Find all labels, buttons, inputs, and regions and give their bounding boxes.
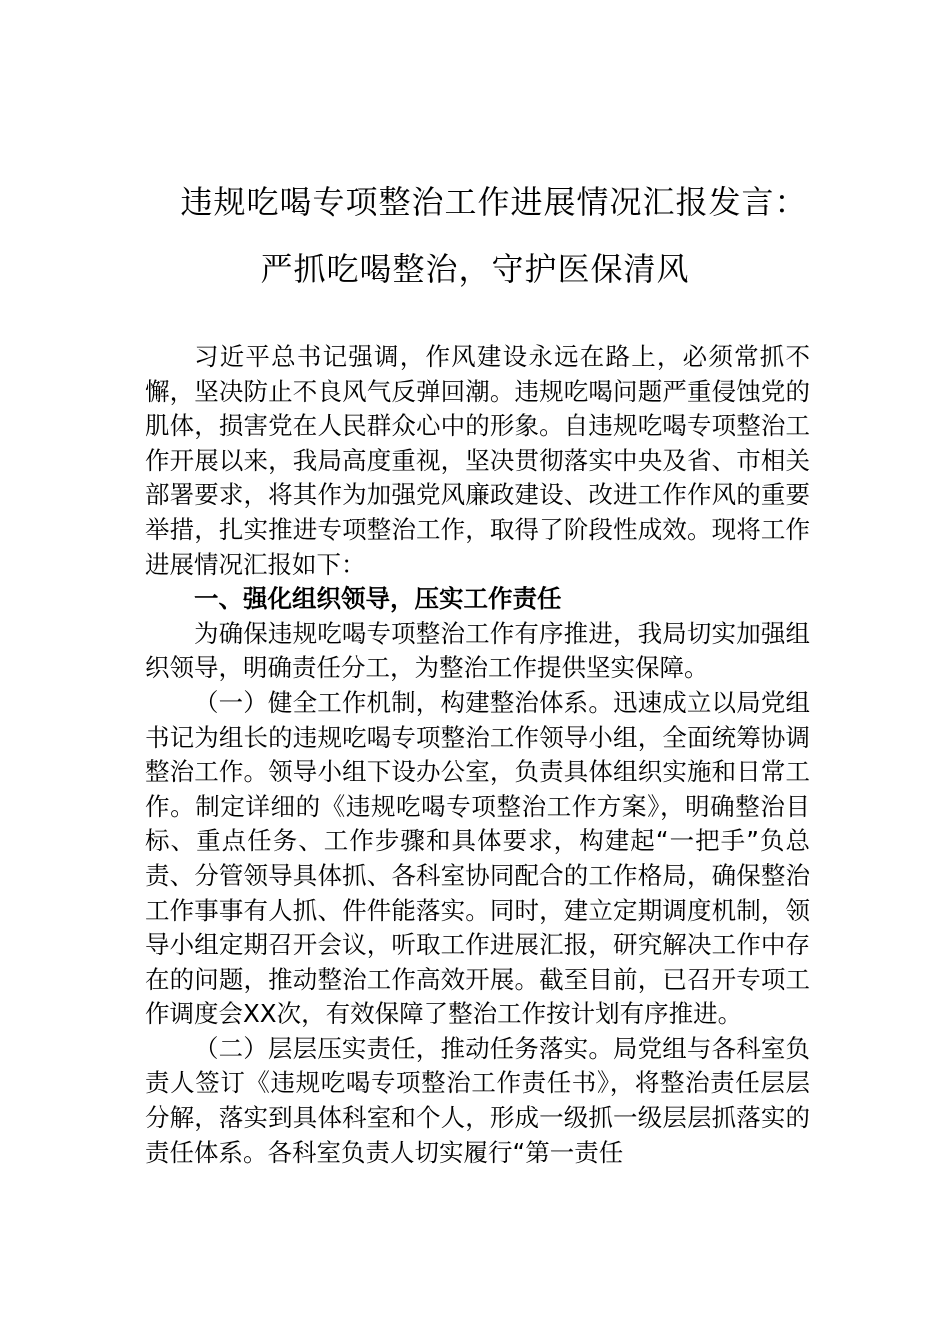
- document-title-line-2: 严抓吃喝整治，守护医保清风: [260, 250, 690, 288]
- document-title-line-1: 违规吃喝专项整治工作进展情况汇报发言：: [180, 183, 808, 221]
- subsection-1-paragraph: （一）健全工作机制，构建整治体系。迅速成立以局党组书记为组长的违规吃喝专项整治工作领导小组，全面统筹协调整治工作。领导小组下设办公室，负责具体组织实施和日常工作。制定详细的《违规吃喝专项整治工作方案》，明确整治目标、重点任务、工作步骤和具体要求，构建起“一把手”负总责、分管领导具体抓、各科室协同配合的工作格局，确保整治工作事事有人抓、件件能落实。同时，建立定期调度机制，领导小组定期召开会议，听取工作进展汇报，研究解决工作中存在的问题，推动整治工作高效开展。截至目前，已召开专项工作调度会XX次，有效保障了整治工作按计划有序推进。: [145, 687, 810, 1029]
- subsection-2-paragraph: （二）层层压实责任，推动任务落实。局党组与各科室负责人签订《违规吃喝专项整治工作责任书》，将整治责任层层分解，落实到具体科室和个人，形成一级抓一级层层抓落实的责任体系。各科室负责人切实履行“第一责任: [145, 1033, 810, 1167]
- section-heading-1: 一、强化组织领导，压实工作责任: [194, 584, 562, 614]
- document-body: [145, 340, 810, 1170]
- section-1-paragraph: 为确保违规吃喝专项整治工作有序推进，我局切实加强组织领导，明确责任分工，为整治工作提供坚实保障。: [145, 618, 810, 683]
- intro-paragraph: 习近平总书记强调，作风建设永远在路上，必须常抓不懈，坚决防止不良风气反弹回潮。违规吃喝问题严重侵蚀党的肌体，损害党在人民群众心中的形象。自违规吃喝专项整治工作开展以来，我局高度重视，坚决贯彻落实中央及省、市相关部署要求，将其作为加强党风廉政建设、改进工作作风的重要举措，扎实推进专项整治工作，取得了阶段性成效。现将工作进展情况汇报如下：: [145, 342, 810, 579]
